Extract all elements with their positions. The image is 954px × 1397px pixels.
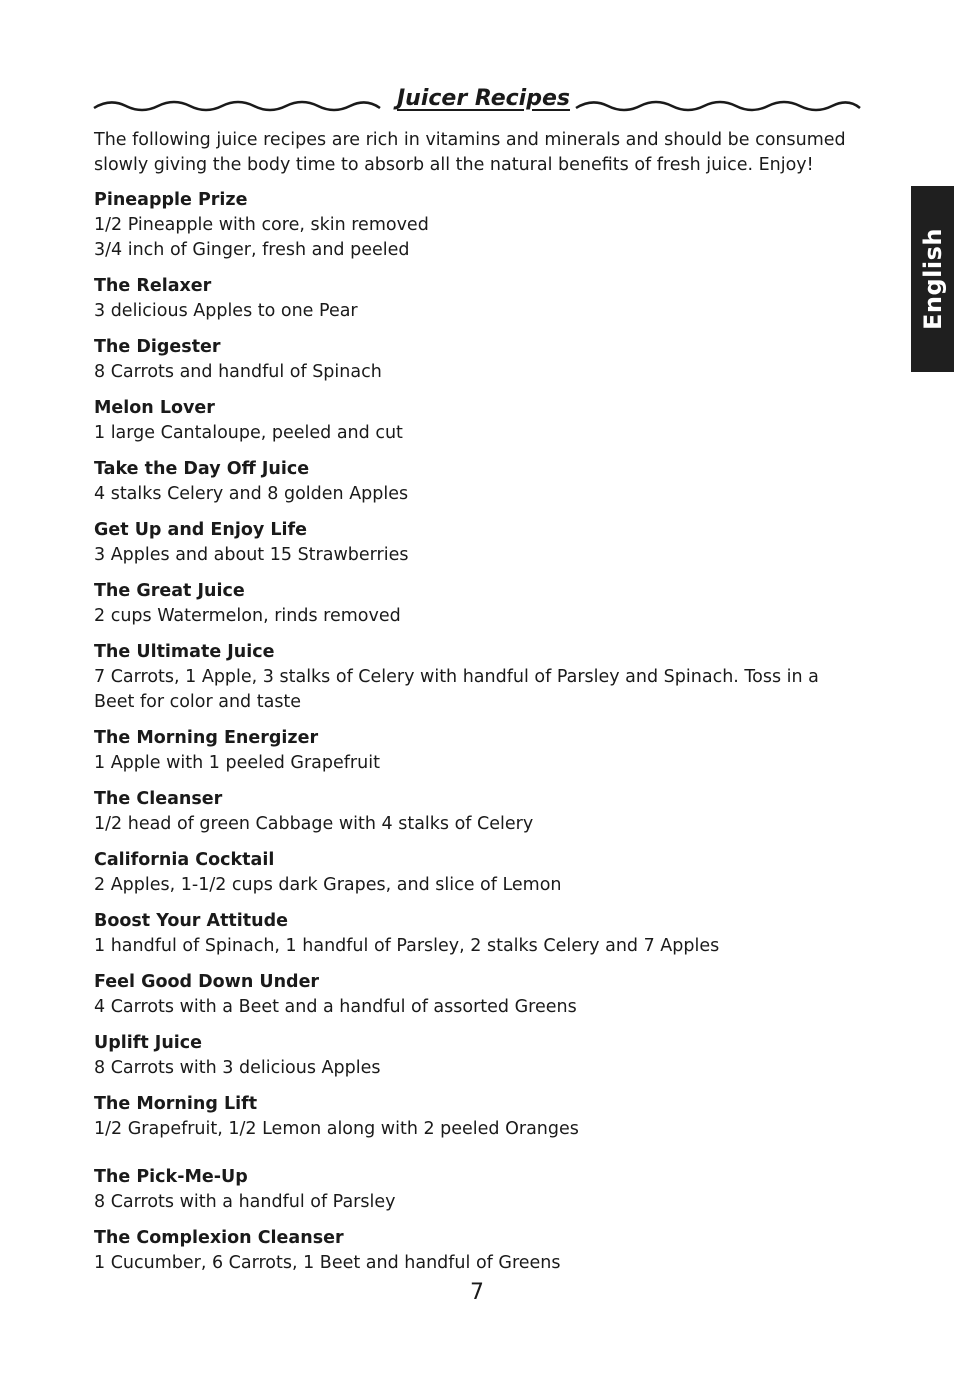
- recipe-item: [94, 396, 854, 446]
- wave-divider-right: [574, 96, 862, 116]
- page-header: [92, 84, 862, 124]
- recipe-name: The Cleanser: [94, 789, 223, 809]
- recipe-ingredients: 4 stalks Celery and 8 golden Apples: [94, 484, 409, 504]
- recipe-ingredients: 1/2 Grapefruit, 1/2 Lemon along with 2 peeled Oranges: [94, 1119, 579, 1139]
- recipe-item: [94, 457, 854, 507]
- recipe-item: [94, 1226, 854, 1276]
- recipe-ingredients: 8 Carrots with a handful of Parsley: [94, 1192, 396, 1212]
- recipe-item: [94, 726, 854, 776]
- recipe-name: The Morning Lift: [94, 1094, 258, 1114]
- recipe-name: Melon Lover: [94, 398, 215, 418]
- page-number: 7: [470, 1280, 484, 1305]
- recipe-name: The Complexion Cleanser: [94, 1228, 344, 1248]
- recipe-ingredients: 1 Cucumber, 6 Carrots, 1 Beet and handful of Greens: [94, 1253, 561, 1273]
- recipe-item: [94, 970, 854, 1020]
- recipe-item: [94, 640, 854, 715]
- recipe-item: [94, 518, 854, 568]
- recipe-ingredients: 1 large Cantaloupe, peeled and cut: [94, 423, 403, 443]
- recipe-ingredients: 2 Apples, 1-1/2 cups dark Grapes, and slice of Lemon: [94, 875, 562, 895]
- wave-divider-left: [92, 96, 382, 116]
- recipe-ingredients: 1 Apple with 1 peeled Grapefruit: [94, 753, 380, 773]
- recipe-name: Get Up and Enjoy Life: [94, 520, 307, 540]
- recipe-ingredients: 2 cups Watermelon, rinds removed: [94, 606, 401, 626]
- recipe-ingredients: 7 Carrots, 1 Apple, 3 stalks of Celery with handful of Parsley and Spinach. Toss in a Beet for color and taste: [94, 667, 819, 712]
- recipe-name: The Relaxer: [94, 276, 212, 296]
- recipe-ingredients: 3/4 inch of Ginger, fresh and peeled: [94, 240, 410, 260]
- intro-paragraph: The following juice recipes are rich in vitamins and minerals and should be consumed slowly giving the body time to absorb all the natural benefits of fresh juice. Enjoy!: [94, 130, 846, 175]
- recipe-item: [94, 1031, 854, 1081]
- page-title: Juicer Recipes: [397, 86, 570, 111]
- recipe-item: [94, 579, 854, 629]
- recipe-ingredients: 3 Apples and about 15 Strawberries: [94, 545, 409, 565]
- recipe-item: [94, 335, 854, 385]
- recipe-ingredients: 8 Carrots with 3 delicious Apples: [94, 1058, 381, 1078]
- recipe-name: Pineapple Prize: [94, 190, 248, 210]
- language-tab-label: English: [918, 228, 947, 330]
- recipe-name: The Great Juice: [94, 581, 245, 601]
- recipe-item: [94, 188, 854, 263]
- recipe-name: Boost Your Attitude: [94, 911, 289, 931]
- recipe-list: [94, 188, 854, 1287]
- recipe-ingredients: 1/2 Pineapple with core, skin removed: [94, 215, 429, 235]
- recipe-ingredients: 8 Carrots and handful of Spinach: [94, 362, 382, 382]
- recipe-name: The Pick-Me-Up: [94, 1167, 248, 1187]
- recipe-ingredients: 1/2 head of green Cabbage with 4 stalks of Celery: [94, 814, 534, 834]
- recipe-name: The Ultimate Juice: [94, 642, 275, 662]
- recipe-name: Uplift Juice: [94, 1033, 203, 1053]
- recipe-name: California Cocktail: [94, 850, 275, 870]
- recipe-ingredients: 1 handful of Spinach, 1 handful of Parsley, 2 stalks Celery and 7 Apples: [94, 936, 720, 956]
- recipe-item: [94, 1165, 854, 1215]
- recipe-item: [94, 909, 854, 959]
- recipe-item: [94, 848, 854, 898]
- recipe-item: [94, 274, 854, 324]
- recipe-ingredients: 4 Carrots with a Beet and a handful of assorted Greens: [94, 997, 577, 1017]
- language-tab: [911, 186, 954, 372]
- recipe-ingredients: 3 delicious Apples to one Pear: [94, 301, 358, 321]
- recipe-name: Take the Day Off Juice: [94, 459, 310, 479]
- recipe-name: Feel Good Down Under: [94, 972, 320, 992]
- recipe-item: [94, 1092, 854, 1142]
- recipe-item: [94, 787, 854, 837]
- recipe-name: The Digester: [94, 337, 221, 357]
- recipe-name: The Morning Energizer: [94, 728, 319, 748]
